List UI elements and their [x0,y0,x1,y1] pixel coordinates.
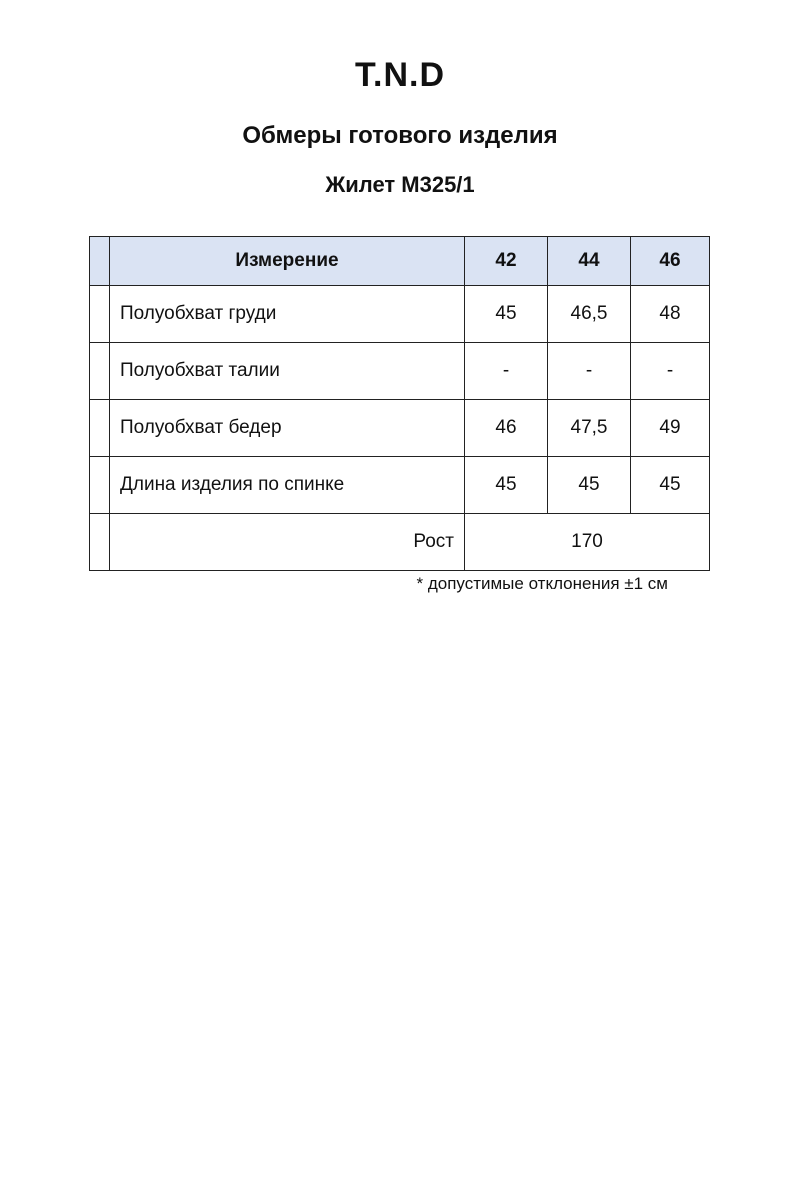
measurement-label: Длина изделия по спинке [110,457,465,514]
measurement-value: 45 [548,457,631,514]
height-label: Рост [110,514,465,571]
column-header-size: 42 [465,237,548,286]
measurement-value: 46,5 [548,286,631,343]
table-gutter-cell [90,343,110,400]
table-gutter-cell [90,286,110,343]
table-row [90,343,710,400]
measurement-value: 48 [631,286,710,343]
measurements-table [89,236,710,571]
measurement-value: 45 [465,286,548,343]
tolerance-note: * допустимые отклонения ±1 см [416,574,668,593]
column-header-measurement: Измерение [110,237,465,286]
document-title: Обмеры готового изделия [242,122,558,149]
measurement-value: 45 [465,457,548,514]
column-header-size: 46 [631,237,710,286]
column-header-size: 44 [548,237,631,286]
height-row [90,514,710,571]
measurement-value: 49 [631,400,710,457]
table-header-row [90,237,710,286]
product-name: Жилет М325/1 [325,172,475,197]
brand-title: T.N.D [355,56,445,94]
table-gutter-cell [90,457,110,514]
measurement-value: - [548,343,631,400]
table-row [90,286,710,343]
measurement-value: 46 [465,400,548,457]
height-value: 170 [465,514,710,571]
measurement-label: Полуобхват груди [110,286,465,343]
table-gutter-cell [90,237,110,286]
measurement-value: 45 [631,457,710,514]
measurement-value: 47,5 [548,400,631,457]
table-row [90,457,710,514]
table-row [90,400,710,457]
table-gutter-cell [90,514,110,571]
table-gutter-cell [90,400,110,457]
measurement-value: - [465,343,548,400]
measurement-label: Полуобхват бедер [110,400,465,457]
measurement-label: Полуобхват талии [110,343,465,400]
measurement-value: - [631,343,710,400]
